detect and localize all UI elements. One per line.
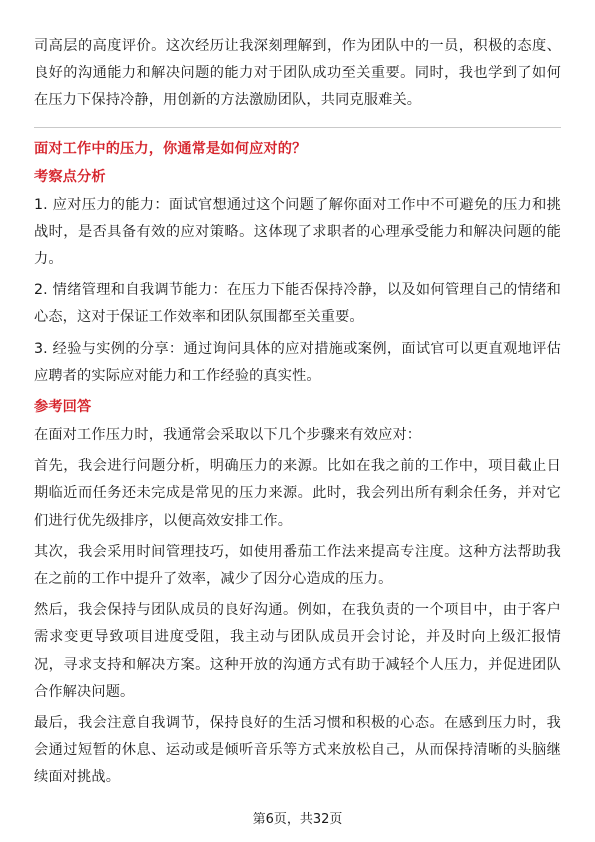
page-content <box>34 33 561 796</box>
intro-paragraph: 司高层的高度评价。这次经历让我深刻理解到，作为团队中的一员，积极的态度、良好的沟通能力和解决问题的能力对于团队成功至关重要。同时，我也学到了如何在压力下保持冷静，用创新的方法激励团队，共同克服难关。 <box>34 38 561 109</box>
section-divider <box>34 127 561 128</box>
analysis-heading: 考察点分析 <box>34 168 106 185</box>
question-title: 面对工作中的压力，你通常是如何应对的？ <box>34 140 307 157</box>
answer-paragraph: 然后，我会保持与团队成员的良好沟通。例如，在我负责的一个项目中，由于客户需求变更导致项目进度受阻，我主动与团队成员开会讨论，并及时向上级汇报情况，寻求支持和解决方案。这种开放的沟通方式有助于减轻个人压力，并促进团队合作解决问题。 <box>34 602 561 700</box>
answer-paragraph: 最后，我会注意自我调节，保持良好的生活习惯和积极的心态。在感到压力时，我会通过短暂的休息、运动或是倾听音乐等方式来放松自己，从而保持清晰的头脑继续面对挑战。 <box>34 715 561 786</box>
page-number: 第6页，共32页 <box>252 812 343 827</box>
answer-paragraph: 在面对工作压力时，我通常会采取以下几个步骤来有效应对： <box>34 427 422 444</box>
analysis-point: 3. 经验与实例的分享：通过询问具体的应对措施或案例，面试官可以更直观地评估应聘者的实际应对能力和工作经验的真实性。 <box>34 340 561 384</box>
analysis-point: 1. 应对压力的能力：面试官想通过这个问题了解你面对工作中不可避免的压力和挑战时，是否具备有效的应对策略。这体现了求职者的心理承受能力和解决问题的能力。 <box>34 196 561 268</box>
analysis-point: 2. 情绪管理和自我调节能力：在压力下能否保持冷静，以及如何管理自己的情绪和心态，这对于保证工作效率和团队氛围都至关重要。 <box>34 282 561 326</box>
answer-heading: 参考回答 <box>34 399 92 416</box>
answer-paragraph: 首先，我会进行问题分析，明确压力的来源。比如在我之前的工作中，项目截止日期临近而任务还未完成是常见的压力来源。此时，我会列出所有剩余任务，并对它们进行优先级排序，以便高效安排工作。 <box>34 458 561 529</box>
answer-paragraph: 其次，我会采用时间管理技巧，如使用番茄工作法来提高专注度。这种方法帮助我在之前的工作中提升了效率，减少了因分心造成的压力。 <box>34 543 561 588</box>
